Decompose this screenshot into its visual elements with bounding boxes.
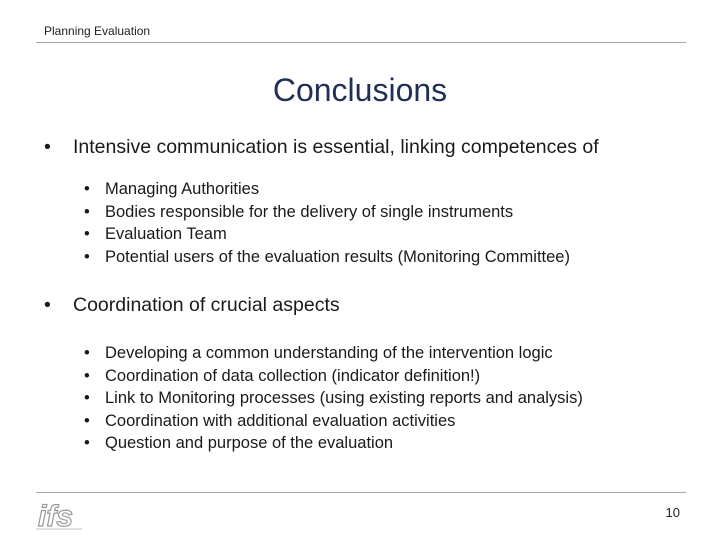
main-bullet-1 [44,136,599,159]
bullet-icon: • [84,389,90,407]
header-label: Planning Evaluation [44,24,151,38]
list-item: • Question and purpose of the evaluation [84,432,583,455]
sub-list-2 [84,342,583,455]
bullet-icon: • [44,136,51,158]
list-item: • Coordination with additional evaluation activities [84,410,583,433]
bullet-icon: • [44,294,51,316]
sub-list-1 [84,178,570,268]
main-bullet-text: Intensive communication is essential, linking competences of [73,136,599,158]
slide-title: Conclusions [272,72,448,108]
bullet-icon: • [84,366,90,385]
bullet-icon: • [84,411,90,430]
list-item: • Evaluation Team [84,223,570,246]
footer-divider [36,492,686,493]
bullet-icon: • [84,434,90,452]
bullet-icon: • [84,202,90,221]
list-item: • Potential users of the evaluation results (Monitoring Committee) [84,246,570,269]
logo-text: ifs [38,500,74,532]
list-item: • Managing Authorities [84,178,570,201]
list-item: • Bodies responsible for the delivery of single instruments [84,201,570,224]
list-item: • Developing a common understanding of the intervention logic [84,342,583,365]
header-divider [36,42,686,43]
ifs-logo-icon [36,496,84,532]
bullet-icon: • [84,247,90,266]
main-bullet-2 [44,294,340,317]
main-bullet-text: Coordination of crucial aspects [73,294,340,316]
page-number: 10 [665,505,680,520]
bullet-icon: • [84,180,90,198]
bullet-icon: • [84,344,90,362]
bullet-icon: • [84,225,90,243]
list-item: • Link to Monitoring processes (using existing reports and analysis) [84,387,583,410]
list-item: • Coordination of data collection (indicator definition!) [84,365,583,388]
